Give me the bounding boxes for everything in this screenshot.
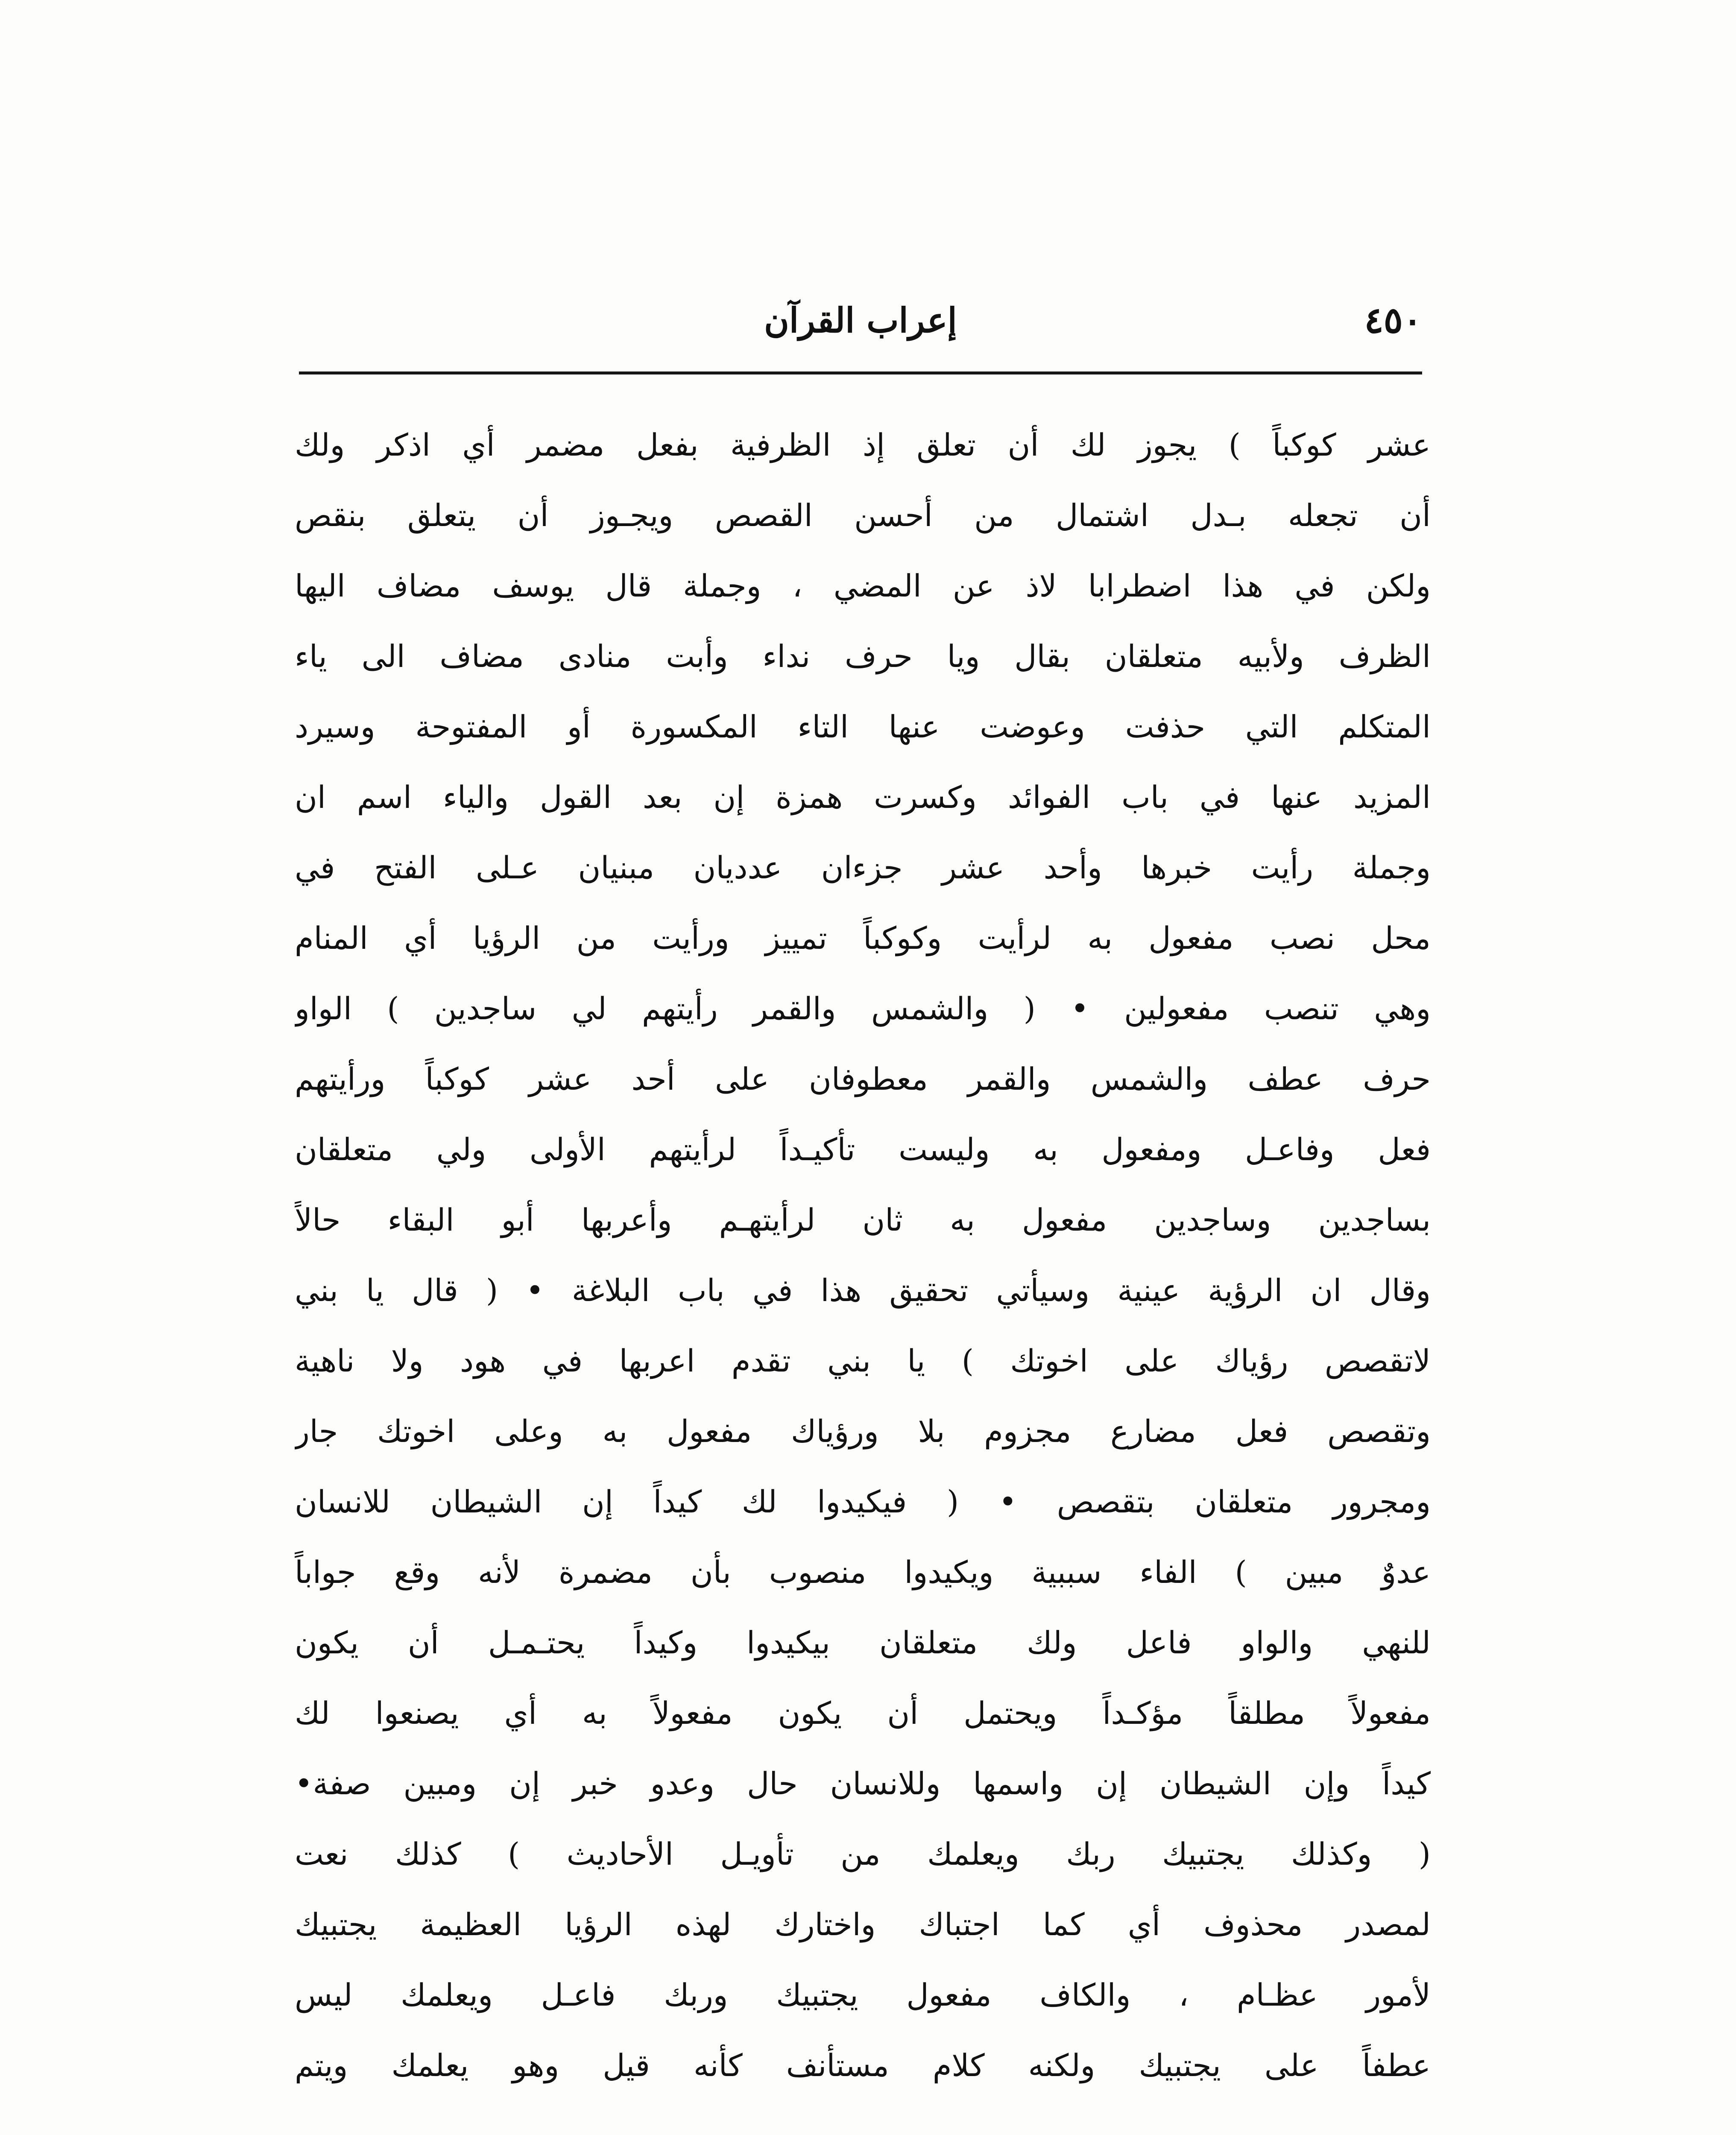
text-line-14: لاتقصص رؤياك على اخوتك ) يا بني تقدم اعربها في هود ولا ناهية	[295, 1343, 1431, 1379]
page-number: ٤٥٠	[1364, 299, 1422, 341]
text-line-3: ولكن في هذا اضطرابا لاذ عن المضي ، وجملة قال يوسف مضاف اليها	[295, 568, 1431, 604]
text-line-1: عشر كوكباً ) يجوز لك أن تعلق إذ الظرفية بفعل مضمر أي اذكر ولك	[295, 427, 1431, 463]
running-title: إعراب القرآن	[764, 300, 957, 340]
text-line-6: المزيد عنها في باب الفوائد وكسرت همزة إن بعد القول والياء اسم ان	[295, 779, 1431, 815]
text-line-5: المتكلم التي حذفت وعوضت عنها التاء المكسورة أو المفتوحة وسيرد	[295, 709, 1431, 745]
text-line-21: ( وكذلك يجتبيك ربك ويعلمك من تأويـل الأحاديث ) كذلك نعت	[295, 1836, 1431, 1872]
text-line-17: عدوٌ مبين ) الفاء سببية ويكيدوا منصوب بأن مضمرة لأنه وقع جواباً	[295, 1554, 1431, 1590]
text-line-18: للنهي والواو فاعل ولك متعلقان بيكيدوا وكيداً يحتـمـل أن يكون	[295, 1625, 1431, 1661]
text-line-22: لمصدر محذوف أي كما اجتباك واختارك لهذه الرؤيا العظيمة يجتبيك	[295, 1907, 1431, 1942]
text-line-10: حرف عطف والشمس والقمر معطوفان على أحد عشر كوكباً ورأيتهم	[295, 1061, 1431, 1097]
text-line-9: وهي تنصب مفعولين • ( والشمس والقمر رأيتهم لي ساجدين ) الواو	[295, 991, 1431, 1027]
header-rule	[299, 371, 1422, 374]
body-text	[295, 410, 1431, 2101]
running-header	[299, 290, 1422, 359]
text-line-2: أن تجعله بـدل اشتمال من أحسن القصص ويجـوز أن يتعلق بنقص	[295, 497, 1431, 533]
text-line-16: ومجرور متعلقان بتقصص • ( فيكيدوا لك كيداً إن الشيطان للانسان	[295, 1484, 1431, 1520]
text-line-24: عطفاً على يجتبيك ولكنه كلام مستأنف كأنه قيل وهو يعلمك ويتم	[295, 2047, 1431, 2083]
text-line-13: وقال ان الرؤية عينية وسيأتي تحقيق هذا في باب البلاغة • ( قال يا بني	[295, 1272, 1431, 1308]
text-line-4: الظرف ولأبيه متعلقان بقال ويا حرف نداء وأبت منادى مضاف الى ياء	[295, 638, 1431, 674]
text-line-7: وجملة رأيت خبرها وأحد عشر جزءان عدديان مبنيان عـلى الفتح في	[295, 850, 1431, 886]
text-line-11: فعل وفاعـل ومفعول به وليست تأكيـداً لرأيتهم الأولى ولي متعلقان	[295, 1132, 1431, 1167]
text-line-19: مفعولاً مطلقاً مؤكـداً ويحتمل أن يكون مفعولاً به أي يصنعوا لك	[295, 1695, 1431, 1731]
text-line-15: وتقصص فعل مضارع مجزوم بلا ورؤياك مفعول به وعلى اخوتك جار	[295, 1413, 1431, 1449]
text-line-8: محل نصب مفعول به لرأيت وكوكباً تمييز ورأيت من الرؤيا أي المنام	[295, 920, 1431, 956]
text-line-23: لأمور عظـام ، والكاف مفعول يجتبيك وربك فاعـل ويعلمك ليس	[295, 1977, 1431, 2013]
text-line-20: كيداً وإن الشيطان إن واسمها وللانسان حال وعدو خبر إن ومبين صفة•	[295, 1766, 1431, 1802]
text-line-12: بساجدين وساجدين مفعول به ثان لرأيتهـم وأعربها أبو البقاء حالاً	[295, 1202, 1431, 1238]
